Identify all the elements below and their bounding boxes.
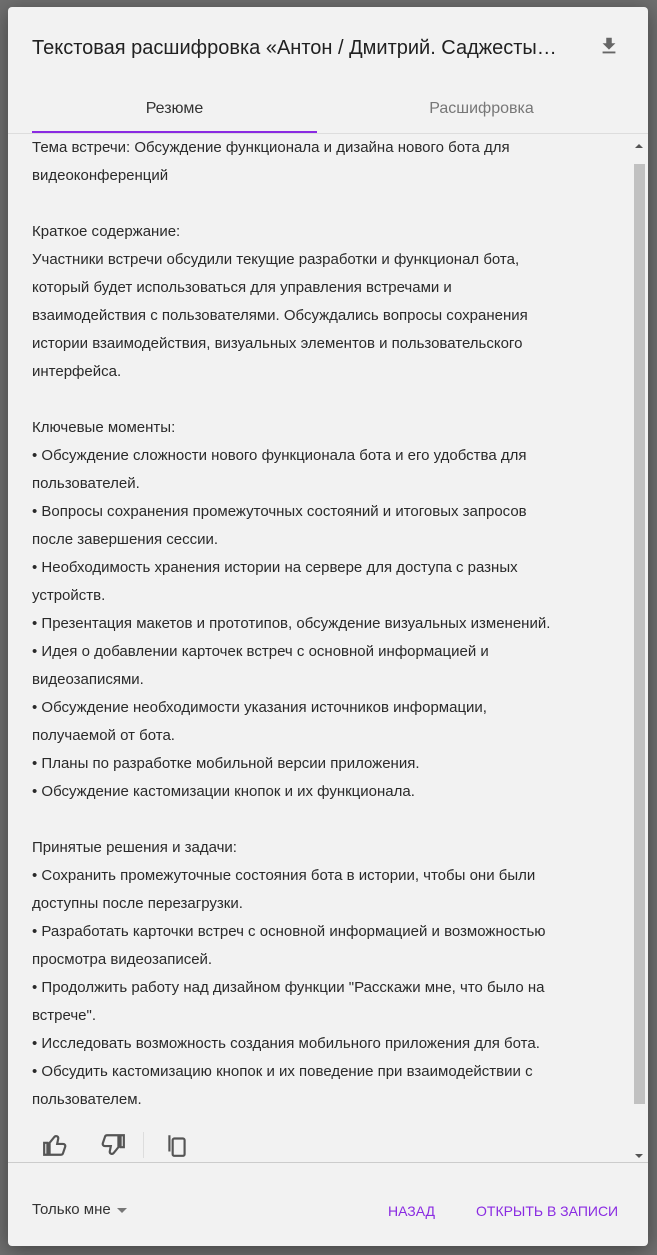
copy-icon[interactable] (164, 1132, 190, 1158)
summary-line: • Обсуждение кастомизации кнопок и их функционала. (32, 783, 415, 800)
summary-line: • Необходимость хранения истории на сервере для доступа с разных (32, 559, 518, 576)
summary-line (32, 190, 550, 218)
summary-line: • Вопросы сохранения промежуточных состояний и итоговых запросов (32, 503, 527, 520)
summary-line: • Обсуждение необходимости указания источников информации, (32, 699, 487, 716)
summary-line: • Сохранить промежуточные состояния бота в истории, чтобы они были (32, 867, 536, 884)
summary-line: истории взаимодействия, визуальных элементов и пользовательского (32, 335, 523, 352)
scrollbar[interactable] (633, 134, 645, 1162)
summary-text (32, 134, 550, 1114)
summary-line: пользователем. (32, 1091, 142, 1108)
summary-line (32, 386, 550, 414)
summary-line: Ключевые моменты: (32, 419, 176, 436)
summary-line: • Обсуждение сложности нового функционала бота и его удобства для (32, 447, 527, 464)
summary-line: • Исследовать возможность создания мобильного приложения для бота. (32, 1035, 540, 1052)
visibility-select[interactable] (32, 1201, 127, 1218)
summary-line: Принятые решения и задачи: (32, 839, 237, 856)
download-icon[interactable] (598, 35, 620, 57)
summary-line: • Идея о добавлении карточек встреч с основной информацией и (32, 643, 489, 660)
summary-line: просмотра видеозаписей. (32, 951, 213, 968)
summary-line: видеоконференций (32, 167, 169, 184)
summary-line: • Разработать карточки встреч с основной информацией и возможностью (32, 923, 546, 940)
thumbs-up-icon[interactable] (42, 1132, 68, 1158)
tab-transcript[interactable]: Расшифровка (429, 100, 534, 117)
summary-line: • Продолжить работу над дизайном функции "Расскажи мне, что было на (32, 979, 545, 996)
summary-line: интерфейса. (32, 363, 122, 380)
summary-line: Краткое содержание: (32, 223, 181, 240)
summary-line (32, 806, 550, 834)
summary-line: после завершения сессии. (32, 531, 219, 548)
dialog-footer (8, 1162, 648, 1247)
scrollbar-thumb[interactable] (634, 164, 645, 1104)
summary-line: устройств. (32, 587, 106, 604)
visibility-value: Только мне (32, 1201, 111, 1218)
summary-line: получаемой от бота. (32, 727, 175, 744)
summary-content (8, 134, 648, 1162)
tab-summary[interactable]: Резюме (32, 91, 317, 133)
tabs (8, 91, 648, 134)
summary-line: Участники встречи обсудили текущие разработки и функционал бота, (32, 251, 520, 268)
summary-line: доступны после перезагрузки. (32, 895, 243, 912)
summary-line: взаимодействия с пользователями. Обсуждались вопросы сохранения (32, 307, 528, 324)
summary-line: пользователей. (32, 475, 140, 492)
transcript-dialog (8, 7, 648, 1246)
summary-line: • Планы по разработке мобильной версии приложения. (32, 755, 420, 772)
summary-line: встрече". (32, 1007, 97, 1024)
chevron-down-icon (117, 1208, 127, 1213)
thumbs-down-icon[interactable] (100, 1132, 126, 1158)
scroll-up-icon[interactable] (635, 144, 643, 148)
divider (143, 1132, 144, 1158)
summary-line: который будет использоваться для управления встречами и (32, 279, 452, 296)
back-button[interactable]: НАЗАД (388, 1203, 436, 1219)
scroll-down-icon[interactable] (635, 1154, 643, 1158)
summary-line: Тема встречи: Обсуждение функционала и дизайна нового бота для (32, 139, 510, 156)
summary-line: • Презентация макетов и прототипов, обсуждение визуальных изменений. (32, 615, 551, 632)
summary-line: видеозаписями. (32, 671, 144, 688)
summary-line: • Обсудить кастомизацию кнопок и их поведение при взаимодействии с (32, 1063, 533, 1080)
dialog-title: Текстовая расшифровка «Антон / Дмитрий. Саджесты… (32, 37, 557, 59)
open-in-recording-button[interactable]: ОТКРЫТЬ В ЗАПИСИ (476, 1203, 619, 1219)
